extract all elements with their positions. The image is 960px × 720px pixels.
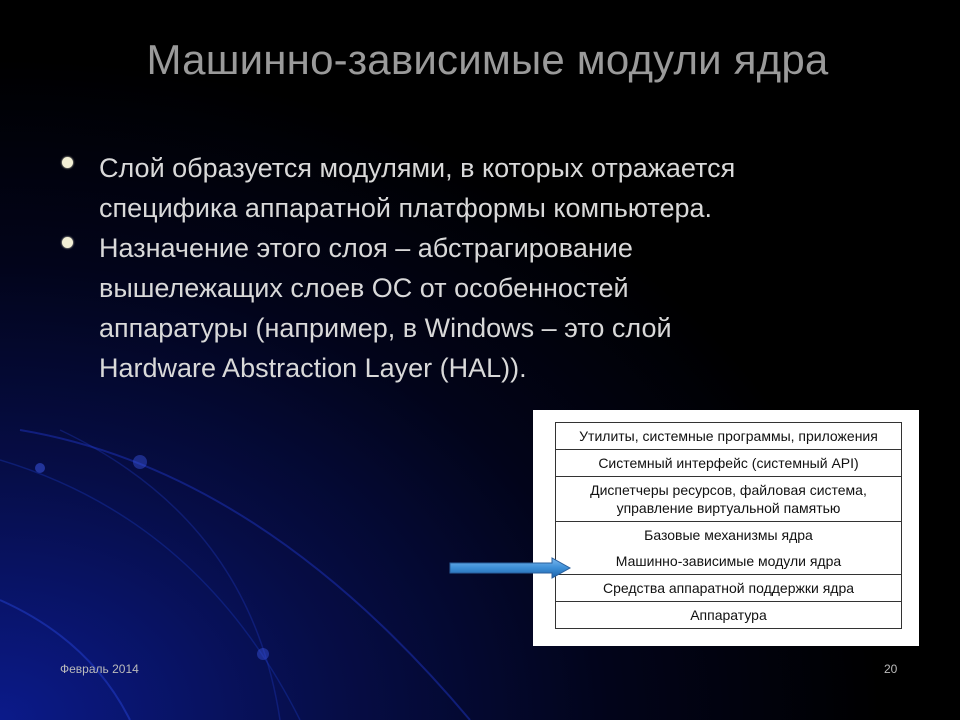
layer-machine-dependent: Машинно-зависимые модули ядра <box>615 553 842 569</box>
layer-system-interface: Системный интерфейс (системный API) <box>556 449 901 476</box>
layer-resource-managers: Диспетчеры ресурсов, файловая система, управление виртуальной памятью <box>556 476 901 521</box>
bullet-dot-icon <box>62 157 73 168</box>
slide-title: Машинно-зависимые модули ядра <box>146 36 829 83</box>
bullet-text: Слой образуется модулями, в которых отражается специфика аппаратной платформы компьютера. <box>99 153 736 223</box>
layers-stack <box>555 422 902 629</box>
bullet-dot-icon <box>62 237 73 248</box>
footer-date: Февраль 2014 <box>60 662 139 676</box>
layer-hardware: Аппаратура <box>556 601 901 628</box>
layer-hardware-support: Средства аппаратной поддержки ядра <box>556 574 901 601</box>
bullet-list <box>62 148 902 388</box>
bullet-item <box>62 148 902 228</box>
bullet-item <box>62 228 902 388</box>
kernel-layers-diagram <box>533 410 919 646</box>
footer-page-number: 20 <box>884 662 898 676</box>
arrow-right-icon <box>448 557 572 579</box>
layer-utilities: Утилиты, системные программы, приложения <box>579 428 878 444</box>
bullet-text: Назначение этого слоя – абстрагирование вышележащих слоев ОС от особенностей аппаратуры (например, в Windows – это слой Hardware Abstraction Layer (HAL)). <box>99 233 672 383</box>
layer-base-mechanisms: Базовые механизмы ядра <box>556 521 901 548</box>
